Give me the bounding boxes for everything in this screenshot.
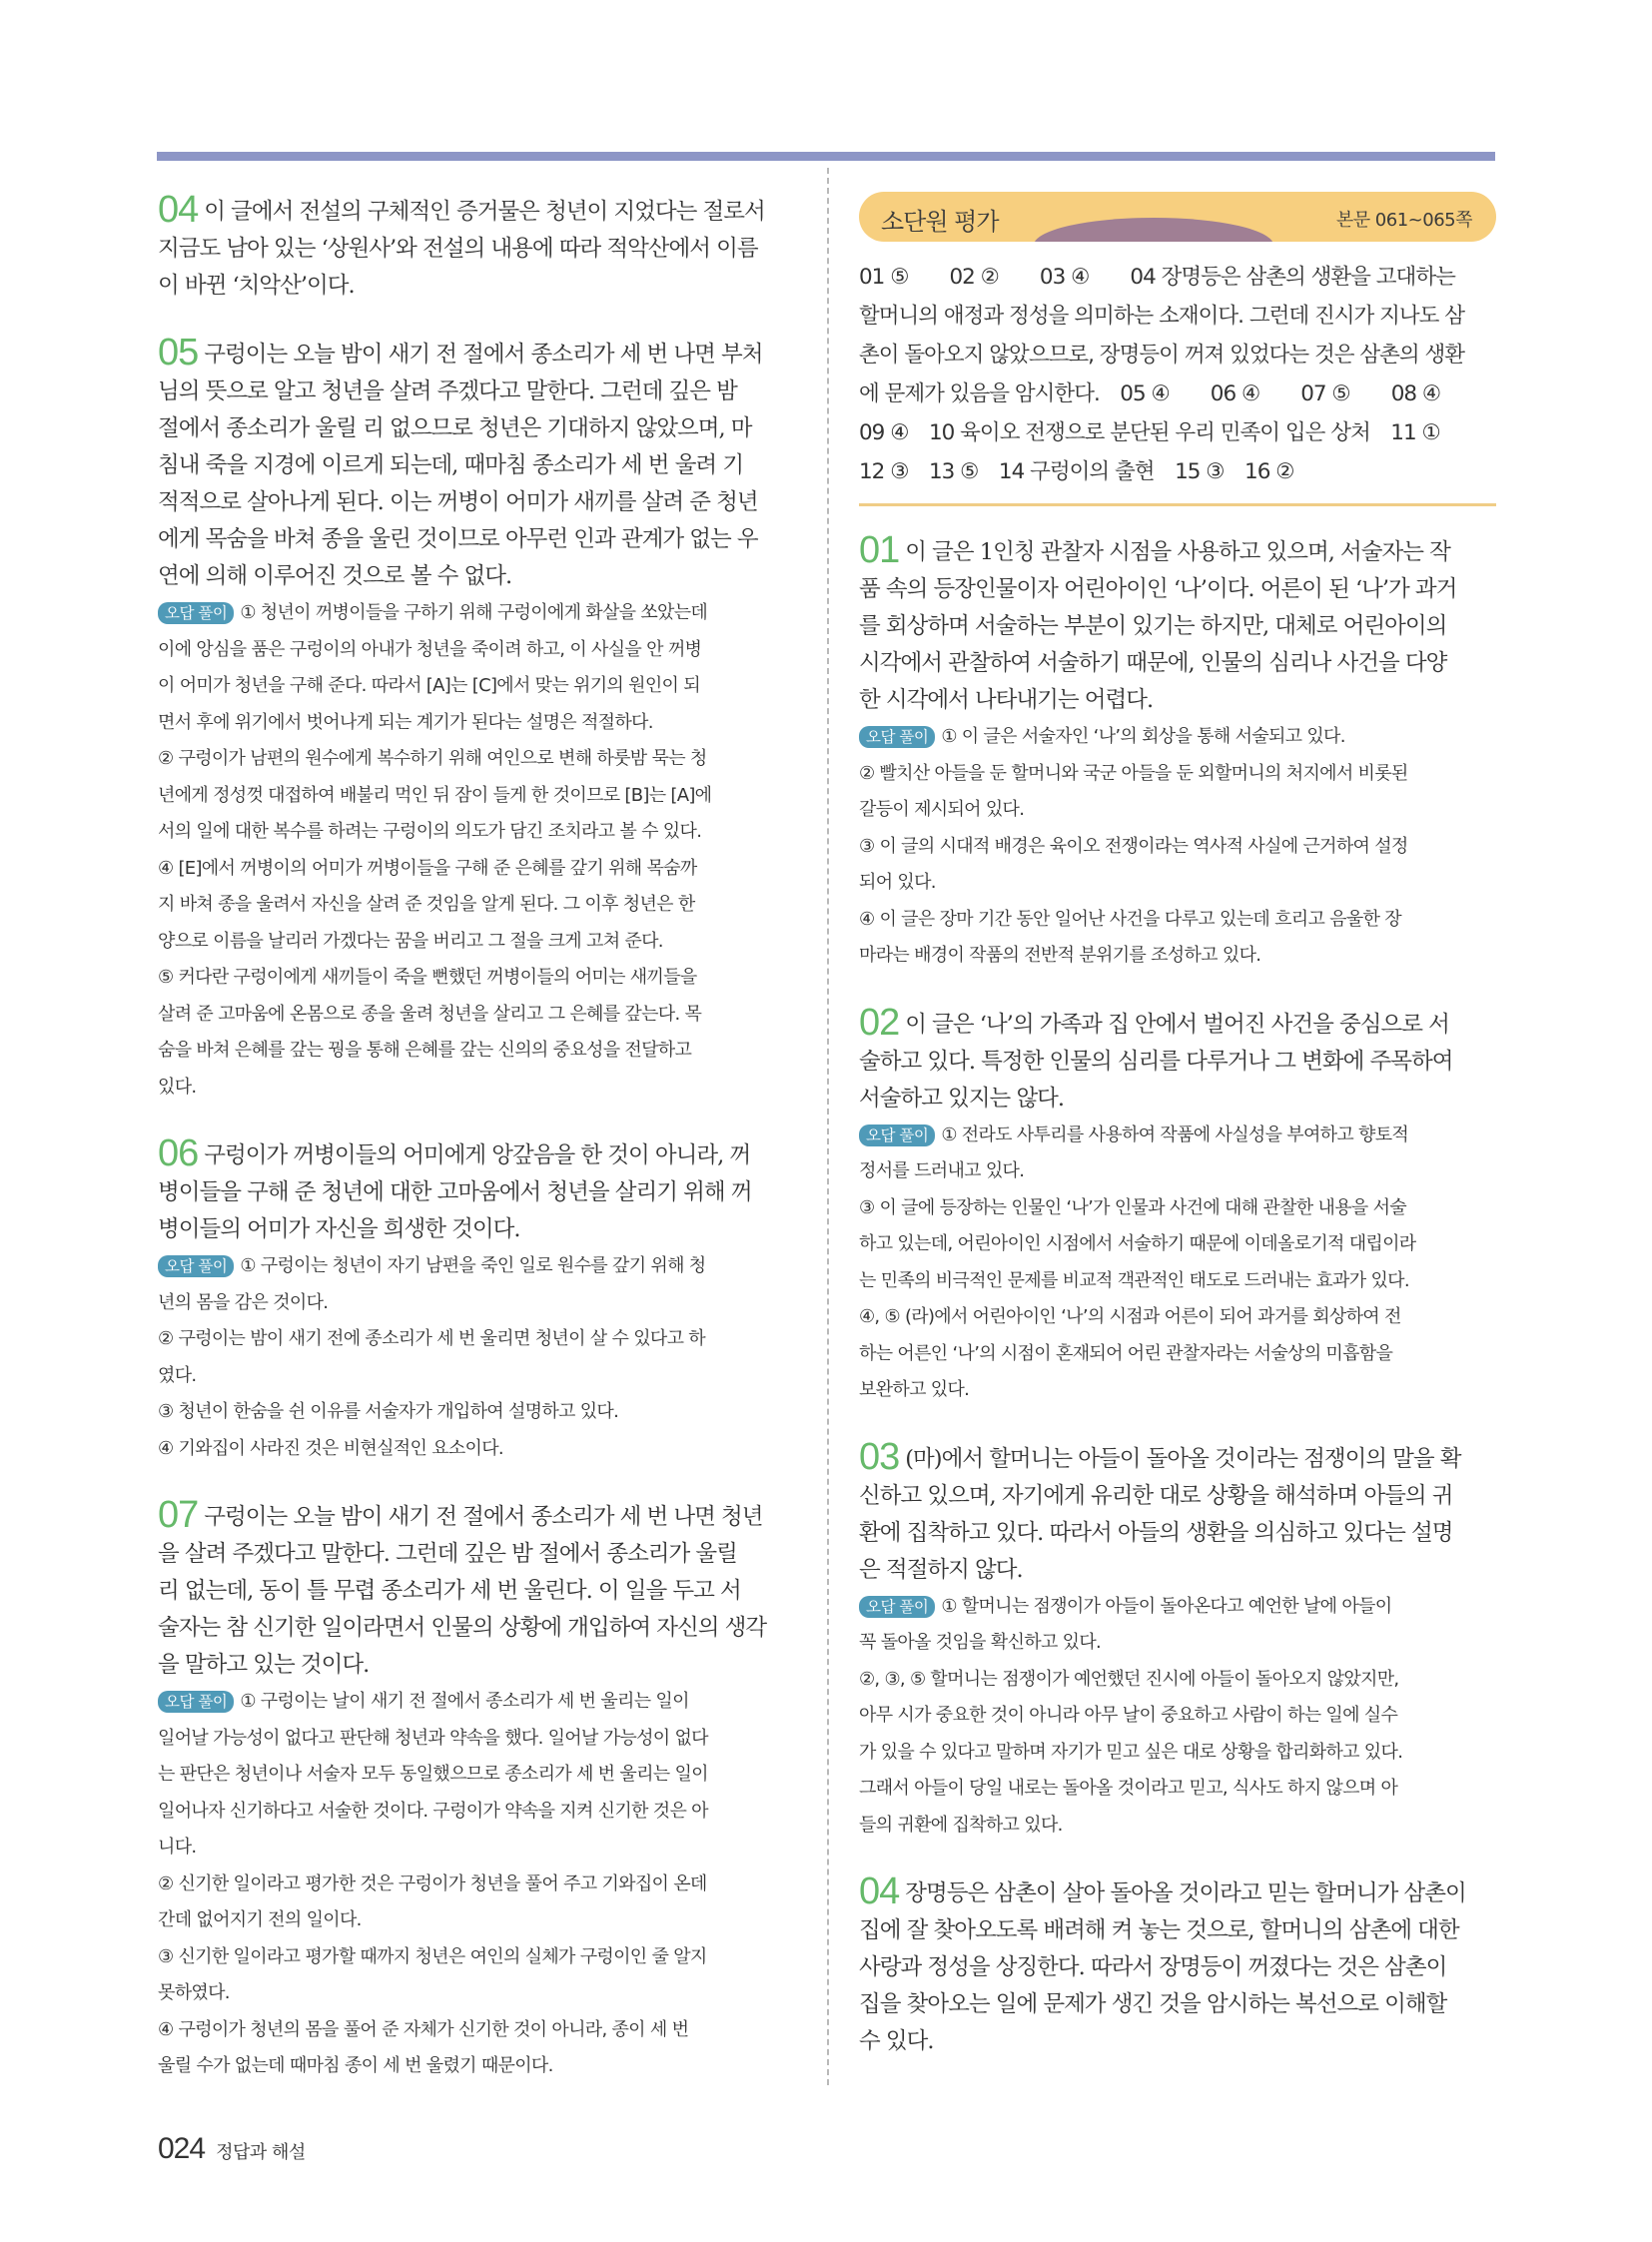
explanation-04 [859, 1870, 1496, 2060]
wrong-answer-text: 하고 있는데, 어린아이인 시점에서 서술하기 때문에 이데올로기적 대립이라 [859, 1233, 1416, 1254]
wrong-answer-text: ③ 이 글의 시대적 배경은 육이오 전쟁이라는 역사적 사실에 근거하여 설정 [859, 835, 1408, 857]
explanation-text: 집을 찾아오는 일에 문제가 생긴 것을 암시하는 복선으로 이해할 [859, 1991, 1447, 2017]
explanation-line [859, 1435, 1496, 1478]
right-column [859, 192, 1496, 2090]
wrong-answer-text: ① 청년이 꺼병이들을 구하기 위해 구렁이에게 화살을 쏘았는데 [240, 602, 708, 623]
wrong-answer-line [859, 1118, 1496, 1154]
question-number: 02 [859, 1001, 900, 1044]
explanation-line [859, 682, 1496, 719]
wrong-answer-text: 아무 시가 중요한 것이 아니라 아무 날이 중요하고 사람이 하는 일에 실수 [859, 1705, 1398, 1726]
wrong-answer-text: 간데 없어지기 전의 일이다. [158, 1909, 362, 1930]
wrong-answer-line [158, 2012, 795, 2049]
wrong-answer-text: 였다. [158, 1364, 197, 1386]
wrong-answer-line [859, 1190, 1496, 1227]
wrong-answer-line [158, 1721, 795, 1758]
wrong-answer-line [158, 887, 795, 924]
wrong-answer-line [859, 1153, 1496, 1190]
wrong-answer-line [859, 1625, 1496, 1662]
wrong-answer-text: 꼭 돌아올 것임을 확신하고 있다. [859, 1632, 1102, 1653]
wrong-answer-text: ④ 구렁이가 청년의 몸을 풀어 준 자체가 신기한 것이 아니라, 종이 세 번 [158, 2018, 689, 2040]
explanation-text: 이 바뀐 ‘치악산’이다. [158, 273, 355, 299]
explanation-line [859, 1986, 1496, 2023]
question-number: 06 [158, 1132, 199, 1174]
explanation-05 [158, 332, 795, 1106]
wrong-answer-line [158, 1975, 795, 2012]
wrong-answer-line [859, 719, 1496, 756]
explanation-text: 집에 잘 찾아오도록 배려해 켜 놓는 것으로, 할머니의 삼촌에 대한 [859, 1917, 1459, 1943]
explanation-text: 구렁이는 오늘 밤이 새기 전 절에서 종소리가 세 번 나면 청년 [204, 1504, 763, 1530]
wrong-answer-line [158, 1248, 795, 1285]
wrong-answer-text: 있다. [158, 1076, 197, 1098]
explanation-line [859, 1001, 1496, 1044]
wrong-answer-text: 숨을 바쳐 은혜를 갚는 꿩을 통해 은혜를 갚는 신의의 중요성을 전달하고 [158, 1040, 692, 1061]
explanation-line [859, 1081, 1496, 1118]
wrong-answer-text: 이 어미가 청년을 구해 준다. 따라서 [A]는 [C]에서 맞는 위기의 원인이 되 [158, 675, 700, 696]
wrong-answer-line [158, 741, 795, 778]
wrong-answer-line [158, 1684, 795, 1721]
wrong-answer-badge: 오답 풀이 [158, 1255, 234, 1277]
wrong-answer-line [158, 778, 795, 815]
wrong-answer-text: ① 전라도 사투리를 사용하여 작품에 사실성을 부여하고 향토적 [941, 1123, 1409, 1145]
wrong-answer-text: ③ 청년이 한숨을 쉰 이유를 서술자가 개입하여 설명하고 있다. [158, 1401, 619, 1422]
explanation-text: 술하고 있다. 특정한 인물의 심리를 다루거나 그 변화에 주목하여 [859, 1048, 1453, 1075]
explanation-text: 이 글은 ‘나’의 가족과 집 안에서 벌어진 사건을 중심으로 서 [905, 1011, 1449, 1038]
wrong-answer-text: 는 민족의 비극적인 문제를 비교적 객관적인 태도로 드러내는 효과가 있다. [859, 1269, 1409, 1291]
wrong-answer-line [158, 1939, 795, 1976]
wrong-answer-line [859, 938, 1496, 975]
wrong-answer-text: 정서를 드러내고 있다. [859, 1160, 1025, 1181]
wrong-answer-text: ① 구렁이는 청년이 자기 남편을 죽인 일로 원수를 갚기 위해 청 [240, 1255, 706, 1276]
explanation-text: 절에서 종소리가 울릴 리 없으므로 청년은 기대하지 않았으며, 마 [158, 415, 752, 441]
explanation-text: 사랑과 정성을 상징한다. 따라서 장명등이 꺼졌다는 것은 삼촌이 [859, 1954, 1447, 1980]
wrong-answer-line [158, 668, 795, 705]
explanation-text: 술자는 참 신기한 일이라면서 인물의 상황에 개입하여 자신의 생각 [158, 1615, 767, 1641]
wrong-answer-text: ① 이 글은 서술자인 ‘나’의 회상을 통해 서술되고 있다. [941, 726, 1345, 747]
explanation-text: 리 없는데, 동이 틀 무렵 종소리가 세 번 울린다. 이 일을 두고 서 [158, 1578, 741, 1604]
wrong-answer-line [859, 829, 1496, 866]
explanation-line [158, 1536, 795, 1573]
wrong-answer-text: ① 할머니는 점쟁이가 아들이 돌아온다고 예언한 날에 아들이 [941, 1595, 1392, 1617]
wrong-answer-text: ② 빨치산 아들을 둔 할머니와 국군 아들을 둔 외할머니의 처지에서 비롯된 [859, 762, 1408, 784]
explanation-line [158, 1132, 795, 1174]
explanation-line [158, 1174, 795, 1211]
wrong-answer-line [859, 1299, 1496, 1336]
wrong-answer-line [859, 1698, 1496, 1735]
question-number: 01 [859, 529, 900, 571]
explanation-line [158, 189, 795, 231]
explanation-line [158, 1647, 795, 1684]
wrong-answer-line [859, 1771, 1496, 1808]
wrong-answer-line [158, 924, 795, 961]
answer-line: 12 ③ 13 ⑤ 14 구렁이의 출현 15 ③ 16 ② [859, 459, 1294, 484]
wrong-answer-text: 들의 귀환에 집착하고 있다. [859, 1814, 1063, 1836]
explanation-line [859, 529, 1496, 571]
answer-line: 할머니의 애정과 정성을 의미하는 소재이다. 그런데 진시가 지나도 삼 [859, 304, 1465, 329]
page-number: 024 [158, 2132, 206, 2165]
question-number: 07 [158, 1494, 199, 1536]
wrong-answer-text: ④ 이 글은 장마 기간 동안 일어난 사건을 다루고 있는데 흐리고 음울한 장 [859, 908, 1401, 930]
wrong-answer-line [859, 1735, 1496, 1772]
explanation-line [158, 374, 795, 410]
explanation-07 [158, 1494, 795, 2085]
wrong-answer-text: ① 구렁이는 날이 새기 전 절에서 종소리가 세 번 울리는 일이 [240, 1691, 689, 1712]
wrong-answer-text: 보완하고 있다. [859, 1379, 970, 1400]
wrong-answer-text: 되어 있다. [859, 872, 936, 893]
wrong-answer-text: 양으로 이름을 날리러 가겠다는 꿈을 버리고 그 절을 크게 고쳐 준다. [158, 930, 663, 952]
wrong-answer-line [859, 1226, 1496, 1263]
wrong-answer-text: ② 구렁이가 남편의 원수에게 복수하기 위해 여인으로 변해 하룻밤 묵는 청 [158, 748, 707, 769]
page-footer [158, 2132, 306, 2166]
explanation-text: 시각에서 관찰하여 서술하기 때문에, 인물의 심리나 사건을 다양 [859, 650, 1447, 676]
explanation-text: 환에 집착하고 있다. 따라서 아들의 생환을 의심하고 있다는 설명 [859, 1519, 1453, 1546]
wrong-answer-text: ④, ⑤ (라)에서 어린아이인 ‘나’의 시점과 어른이 되어 과거를 회상하여 전 [859, 1306, 1401, 1327]
wrong-answer-line [158, 595, 795, 632]
wrong-answer-badge: 오답 풀이 [859, 1124, 935, 1146]
explanation-line [158, 521, 795, 558]
explanation-06 [158, 1132, 795, 1467]
explanation-line [158, 1610, 795, 1647]
explanation-line [158, 558, 795, 595]
explanation-text: 이 글은 1인칭 관찰자 시점을 사용하고 있으며, 서술자는 작 [905, 539, 1450, 565]
explanation-text: 신하고 있으며, 자기에게 유리한 대로 상황을 해석하며 아들의 귀 [859, 1482, 1453, 1509]
wrong-answer-text: ②, ③, ⑤ 할머니는 점쟁이가 예언했던 진시에 아들이 돌아오지 않았지만, [859, 1668, 1399, 1690]
wrong-answer-badge: 오답 풀이 [859, 1596, 935, 1618]
unit-title: 소단원 평가 [881, 208, 999, 236]
explanation-text: 품 속의 등장인물이자 어린아이인 ‘나’이다. 어른이 된 ‘나’가 과거 [859, 576, 1457, 602]
answer-line: 01 ⑤ 02 ② 03 ④ 04 장명등은 삼촌의 생환을 고대하는 [859, 265, 1455, 290]
wrong-answer-text: 못하였다. [158, 1982, 230, 2003]
wrong-answer-text: ④ 기와집이 사라진 것은 비현실적인 요소이다. [158, 1437, 503, 1459]
wrong-answer-line [859, 1589, 1496, 1626]
wrong-answer-line [859, 1662, 1496, 1699]
page-label: 정답과 해설 [216, 2142, 306, 2163]
answer-divider [859, 503, 1496, 506]
question-number: 04 [859, 1870, 900, 1912]
wrong-answer-text: 갈등이 제시되어 있다. [859, 799, 1025, 820]
wrong-answer-line [158, 1794, 795, 1831]
wrong-answer-line [158, 1431, 795, 1468]
wrong-answer-line [158, 1394, 795, 1431]
explanation-line [158, 231, 795, 268]
wrong-answer-line [158, 2048, 795, 2085]
wrong-answer-line [158, 632, 795, 669]
wrong-answer-badge: 오답 풀이 [859, 726, 935, 748]
wrong-answer-text: 서의 일에 대한 복수를 하려는 구렁이의 의도가 담긴 조치라고 볼 수 있다. [158, 821, 702, 842]
explanation-text: 을 말하고 있는 것이다. [158, 1652, 370, 1678]
explanation-text: 침내 죽을 지경에 이르게 되는데, 때마침 종소리가 세 번 울려 기 [158, 452, 744, 478]
answer-line: 09 ④ 10 육이오 전쟁으로 분단된 우리 민족이 입은 상처 11 ① [859, 420, 1440, 445]
left-column [158, 189, 795, 2115]
wrong-answer-text: 마라는 배경이 작품의 전반적 분위기를 조성하고 있다. [859, 945, 1261, 966]
unit-assessment-header [859, 192, 1496, 242]
explanation-text: 연에 의해 이루어진 것으로 볼 수 없다. [158, 563, 512, 589]
explanation-line [859, 571, 1496, 608]
explanation-text: 에게 목숨을 바쳐 종을 울린 것이므로 아무런 인과 관계가 없는 우 [158, 526, 758, 552]
explanation-text: 를 회상하며 서술하는 부분이 있기는 하지만, 대체로 어린아이의 [859, 613, 1447, 639]
wrong-answer-text: ② 신기한 일이라고 평가한 것은 구렁이가 청년을 풀어 주고 기와집이 온데 [158, 1872, 707, 1894]
wrong-answer-line [158, 1757, 795, 1794]
explanation-line [859, 1870, 1496, 1912]
explanation-line [158, 410, 795, 447]
wrong-answer-line [158, 1902, 795, 1939]
wrong-answer-text: 살려 준 고마움에 온몸으로 종을 울려 청년을 살리고 그 은혜를 갚는다. 목 [158, 1003, 702, 1025]
wrong-answer-text: 면서 후에 위기에서 벗어나게 되는 계기가 된다는 설명은 적절하다. [158, 711, 653, 733]
wrong-answer-text: 울릴 수가 없는데 때마침 종이 세 번 울렸기 때문이다. [158, 2055, 553, 2076]
wrong-answer-text: 그래서 아들이 당일 내로는 돌아올 것이라고 믿고, 식사도 하지 않으며 아 [859, 1778, 1398, 1799]
wrong-answer-line [859, 1336, 1496, 1373]
wrong-answer-line [158, 1285, 795, 1322]
wrong-answer-text: 니다. [158, 1837, 197, 1858]
explanation-text: 수 있다. [859, 2028, 934, 2054]
wrong-answer-badge: 오답 풀이 [158, 1691, 234, 1713]
wrong-answer-text: 년에게 정성껏 대접하여 배불리 먹인 뒤 잠이 들게 한 것이므로 [B]는 [A]에 [158, 784, 712, 806]
wrong-answer-text: 이에 앙심을 품은 구렁이의 아내가 청년을 죽이려 하고, 이 사실을 안 꺼병 [158, 638, 702, 660]
wrong-answer-line [859, 902, 1496, 939]
explanation-04 [158, 189, 795, 305]
wrong-answer-line [859, 1808, 1496, 1845]
explanation-line [158, 268, 795, 305]
explanation-02 [859, 1001, 1496, 1409]
explanation-line [158, 332, 795, 374]
wrong-answer-line [859, 1263, 1496, 1300]
explanation-line [158, 1573, 795, 1610]
answer-line: 에 문제가 있음을 암시한다. 05 ④ 06 ④ 07 ⑤ 08 ④ [859, 381, 1441, 406]
explanation-01 [859, 529, 1496, 975]
wrong-answer-line [158, 997, 795, 1034]
question-number: 03 [859, 1435, 900, 1478]
wrong-answer-text: ② 구렁이는 밤이 새기 전에 종소리가 세 번 울리면 청년이 살 수 있다고 하 [158, 1328, 705, 1349]
explanation-text: 을 살려 주겠다고 말한다. 그런데 깊은 밤 절에서 종소리가 울릴 [158, 1541, 737, 1567]
wrong-answer-line [158, 814, 795, 851]
explanation-line [859, 1912, 1496, 1949]
explanation-line [158, 1494, 795, 1536]
header-decoration [1034, 218, 1273, 242]
wrong-answer-line [158, 1867, 795, 1903]
explanation-text: 적적으로 살아나게 된다. 이는 꺼병이 어미가 새끼를 살려 준 청년 [158, 489, 758, 515]
explanation-text: 구렁이는 오늘 밤이 새기 전 절에서 종소리가 세 번 나면 부처 [204, 342, 763, 368]
wrong-answer-text: ③ 신기한 일이라고 평가할 때까지 청년은 여인의 실체가 구렁이인 줄 알지 [158, 1945, 707, 1967]
explanation-text: 지금도 남아 있는 ‘상원사’와 전설의 내용에 따라 적악산에서 이름 [158, 236, 758, 262]
explanation-text: 님의 뜻으로 알고 청년을 살려 주겠다고 말한다. 그런데 깊은 밤 [158, 378, 737, 404]
explanation-line [859, 608, 1496, 645]
wrong-answer-line [158, 960, 795, 997]
explanation-text: 장명등은 삼촌이 살아 돌아올 것이라고 믿는 할머니가 삼촌이 [905, 1880, 1466, 1906]
wrong-answer-line [859, 865, 1496, 902]
wrong-answer-line [158, 1321, 795, 1358]
wrong-answer-line [158, 851, 795, 888]
wrong-answer-text: 가 있을 수 있다고 말하며 자기가 믿고 싶은 대로 상황을 합리화하고 있다. [859, 1741, 1403, 1763]
explanation-line [859, 2023, 1496, 2060]
explanation-text: 구렁이가 꺼병이들의 어미에게 앙갚음을 한 것이 아니라, 꺼 [204, 1142, 751, 1168]
question-number: 04 [158, 189, 199, 231]
explanation-text: 병이들을 구해 준 청년에 대한 고마움에서 청년을 살리기 위해 꺼 [158, 1179, 752, 1205]
explanation-line [158, 484, 795, 521]
wrong-answer-line [859, 756, 1496, 793]
wrong-answer-line [158, 1358, 795, 1395]
explanation-line [859, 645, 1496, 682]
wrong-answer-text: 는 판단은 청년이나 서술자 모두 동일했으므로 종소리가 세 번 울리는 일이 [158, 1764, 708, 1785]
wrong-answer-line [158, 1830, 795, 1867]
explanation-text: 한 시각에서 나타내기는 어렵다. [859, 687, 1154, 713]
wrong-answer-badge: 오답 풀이 [158, 602, 234, 624]
explanation-text: (마)에서 할머니는 아들이 돌아올 것이라는 점쟁이의 말을 확 [905, 1445, 1461, 1472]
wrong-answer-text: 일어날 가능성이 없다고 판단해 청년과 약속을 했다. 일어날 가능성이 없다 [158, 1727, 708, 1749]
answer-key [859, 258, 1496, 491]
unit-page-reference: 본문 061~065쪽 [1335, 210, 1472, 231]
top-rule [157, 152, 1495, 161]
explanation-line [158, 1211, 795, 1248]
explanation-line [859, 1515, 1496, 1552]
explanation-line [158, 447, 795, 484]
wrong-answer-text: 하는 어른인 ‘나’의 시점이 혼재되어 어린 관찰자라는 서술상의 미흡함을 [859, 1342, 1393, 1364]
wrong-answer-text: 일어나자 신기하다고 서술한 것이다. 구렁이가 약속을 지켜 신기한 것은 아 [158, 1800, 708, 1822]
wrong-answer-text: ③ 이 글에 등장하는 인물인 ‘나’가 인물과 사건에 대해 관찰한 내용을 서술 [859, 1196, 1406, 1218]
explanation-line [859, 1044, 1496, 1081]
answer-line: 촌이 돌아오지 않았으므로, 장명등이 꺼져 있었다는 것은 삼촌의 생환 [859, 343, 1465, 368]
wrong-answer-text: ⑤ 커다란 구렁이에게 새끼들이 죽을 뻔했던 꺼병이들의 어미는 새끼들을 [158, 967, 697, 988]
explanation-03 [859, 1435, 1496, 1845]
wrong-answer-line [859, 792, 1496, 829]
explanation-text: 서술하고 있지는 않다. [859, 1085, 1065, 1112]
explanation-text: 은 적절하지 않다. [859, 1556, 1023, 1583]
wrong-answer-line [158, 705, 795, 742]
question-number: 05 [158, 332, 199, 374]
explanation-line [859, 1552, 1496, 1589]
wrong-answer-text: 지 바쳐 종을 울려서 자신을 살려 준 것임을 알게 된다. 그 이후 청년은 한 [158, 894, 695, 915]
wrong-answer-line [158, 1070, 795, 1107]
wrong-answer-text: 년의 몸을 감은 것이다. [158, 1291, 329, 1313]
explanation-text: 병이들의 어미가 자신을 희생한 것이다. [158, 1216, 520, 1242]
wrong-answer-line [158, 1033, 795, 1070]
wrong-answer-text: ④ [E]에서 꺼병이의 어미가 꺼병이들을 구해 준 은혜를 갚기 위해 목숨까 [158, 857, 697, 879]
explanation-line [859, 1478, 1496, 1515]
wrong-answer-line [859, 1372, 1496, 1409]
explanation-line [859, 1949, 1496, 1986]
explanation-text: 이 글에서 전설의 구체적인 증거물은 청년이 지었다는 절로서 [204, 199, 765, 225]
column-divider [827, 168, 829, 2085]
